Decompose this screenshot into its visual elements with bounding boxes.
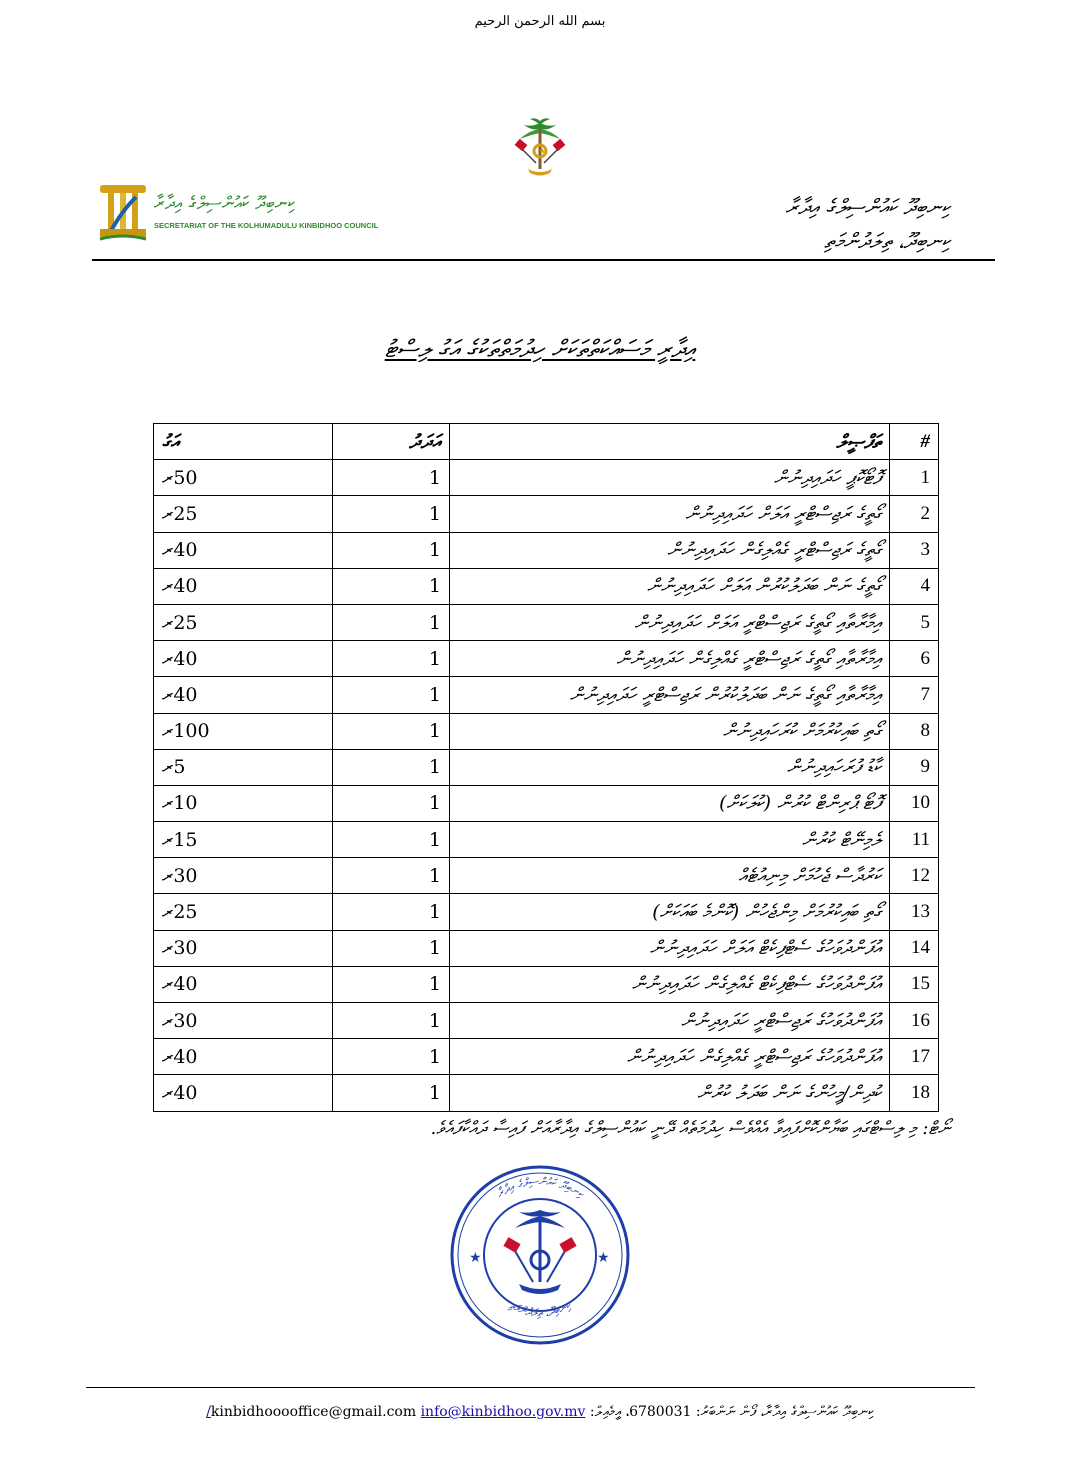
cell-quantity: 1 bbox=[333, 1075, 450, 1111]
cell-quantity: 1 bbox=[333, 496, 450, 532]
cell-price: 100ރ bbox=[154, 713, 333, 749]
header-number: # bbox=[890, 424, 939, 460]
cell-price: 10ރ bbox=[154, 785, 333, 821]
office-name: ކިނބިދޫ ކައުންސިލްގެ އިދާރާ bbox=[785, 195, 950, 219]
council-logo bbox=[96, 183, 396, 243]
table-row bbox=[154, 1003, 939, 1039]
cell-quantity: 1 bbox=[333, 568, 450, 604]
cell-price: 40ރ bbox=[154, 677, 333, 713]
cell-description: ކުދިން/މީހުންގެ ނަން ބަދަލު ކުރުން bbox=[450, 1075, 890, 1111]
cell-description: އުފަންދުވަހުގެ ސެޓްފިކެޓް އަލަށް ހަދައިދިނުން bbox=[450, 930, 890, 966]
cell-quantity: 1 bbox=[333, 930, 450, 966]
table-row bbox=[154, 966, 939, 1002]
cell-quantity: 1 bbox=[333, 677, 450, 713]
cell-number: 3 bbox=[890, 532, 939, 568]
cell-price: 40ރ bbox=[154, 568, 333, 604]
cell-description: ގޯތީގެ ރަޖިސްޓްރީ އަލަށް ހަދައިދިނުން bbox=[450, 496, 890, 532]
stamp-ring-bottom-text: ކިނބިދޫ، ތިލަދުންމަތި bbox=[507, 1299, 573, 1320]
table-row bbox=[154, 713, 939, 749]
document-title bbox=[0, 335, 1080, 363]
cell-number: 6 bbox=[890, 641, 939, 677]
cell-description: އިމާރާތާއި ގޯތީގެ ރަޖިސްޓްރީ އަލަށް ހަދައިދިނުން bbox=[450, 604, 890, 640]
table-row bbox=[154, 1039, 939, 1075]
maldives-emblem-icon bbox=[510, 115, 570, 187]
cell-quantity: 1 bbox=[333, 822, 450, 858]
table-row bbox=[154, 604, 939, 640]
cell-number: 16 bbox=[890, 1003, 939, 1039]
cell-description: ފޮޓޯ ޕްރިންޓް ކުރުން (ކުލަކަށް) bbox=[450, 785, 890, 821]
official-stamp bbox=[445, 1160, 635, 1350]
cell-description: އުފަންދުވަހުގެ ރަޖިސްޓްރީ ހަދައިދިނުން bbox=[450, 1003, 890, 1039]
cell-price: 50ރ bbox=[154, 460, 333, 496]
table-row bbox=[154, 858, 939, 894]
cell-price: 40ރ bbox=[154, 1075, 333, 1111]
svg-text:ކިނބިދޫ، ތިލަދުންމަތި bbox=[506, 1298, 574, 1319]
table-header-row bbox=[154, 424, 939, 460]
cell-number: 1 bbox=[890, 460, 939, 496]
cell-quantity: 1 bbox=[333, 858, 450, 894]
cell-number: 13 bbox=[890, 894, 939, 930]
footer-contact bbox=[0, 1404, 1080, 1420]
cell-description: ފޮޓޯކޮޕީ ހަދައިދިނުން bbox=[450, 460, 890, 496]
header-quantity: އަދަދު bbox=[333, 424, 450, 460]
header-divider bbox=[92, 259, 995, 261]
cell-quantity: 1 bbox=[333, 532, 450, 568]
cell-price: 5ރ bbox=[154, 749, 333, 785]
cell-price: 25ރ bbox=[154, 496, 333, 532]
cell-number: 5 bbox=[890, 604, 939, 640]
cell-price: 30ރ bbox=[154, 1003, 333, 1039]
cell-number: 14 bbox=[890, 930, 939, 966]
pillar-logo-icon bbox=[96, 183, 150, 243]
table-row bbox=[154, 785, 939, 821]
table-row bbox=[154, 677, 939, 713]
cell-price: 25ރ bbox=[154, 604, 333, 640]
council-name-dhivehi: ކިނބިދޫ ކައުންސިލްގެ އިދާރާ bbox=[154, 193, 296, 214]
cell-description: ގޯތީގެ ރަޖިސްޓްރީ ގެއްލިގެން ހަދައިދިނުން bbox=[450, 532, 890, 568]
cell-number: 9 bbox=[890, 749, 939, 785]
cell-number: 12 bbox=[890, 858, 939, 894]
footnote: ނޯޓް: މި ލިސްޓްގައި ބަޔާންކޮށްފައިވާ އެއްވެސް ހިދުމަތެއް ދޭނީ ކައުންސިލްގެ އިދާރާއަށް ފައިސާ ދައްކާފައެވެ. bbox=[430, 1118, 950, 1139]
cell-number: 2 bbox=[890, 496, 939, 532]
cell-price: 40ރ bbox=[154, 1039, 333, 1075]
table-row bbox=[154, 749, 939, 785]
cell-quantity: 1 bbox=[333, 966, 450, 1002]
cell-number: 17 bbox=[890, 1039, 939, 1075]
cell-quantity: 1 bbox=[333, 894, 450, 930]
table-row bbox=[154, 822, 939, 858]
table-row bbox=[154, 641, 939, 677]
table-row bbox=[154, 930, 939, 966]
table-row bbox=[154, 460, 939, 496]
cell-quantity: 1 bbox=[333, 785, 450, 821]
table-row bbox=[154, 894, 939, 930]
cell-description: ގޯތި ބައިކުރުމަށް މިންޖެހުން (ކޮންމެ ބައަކަށް) bbox=[450, 894, 890, 930]
cell-quantity: 1 bbox=[333, 460, 450, 496]
table-row bbox=[154, 496, 939, 532]
table-row bbox=[154, 1075, 939, 1111]
cell-quantity: 1 bbox=[333, 641, 450, 677]
footer-address: ކިނބިދޫ ކައުންސިލްގެ އިދާރާ، ފޯން ނަންބަރު: 6780031، އީމެއިލް: bbox=[585, 1404, 874, 1420]
cell-description: ކާޑު ފުރަހައިދިނުން bbox=[450, 749, 890, 785]
cell-description: ކަރުދާސް ޖެހުމަށް މިނިއުޓެއް bbox=[450, 858, 890, 894]
cell-description: އުފަންދުވަހުގެ ސެޓްފިކެޓް ގެއްލިގެން ހަދައިދިނުން bbox=[450, 966, 890, 1002]
price-table bbox=[153, 423, 939, 1112]
footer-divider bbox=[86, 1387, 975, 1388]
header-description: ތަފްޞީލް bbox=[450, 424, 890, 460]
cell-number: 11 bbox=[890, 822, 939, 858]
cell-description: ގޯތި ބައިކުރުމަށް ކުރަހައިދިނުން bbox=[450, 713, 890, 749]
bismillah-calligraphy: بسم الله الرحمن الرحيم bbox=[474, 14, 606, 29]
cell-description: އުފަންދުވަހުގެ ރަޖިސްޓްރީ ގެއްލިގެން ހަދައިދިނުން bbox=[450, 1039, 890, 1075]
cell-description: އިމާރާތާއި ގޯތީގެ ނަން ބަދަލުކުރުން ރަޖިސްޓްރީ ހަދައިދިނުން bbox=[450, 677, 890, 713]
cell-price: 40ރ bbox=[154, 966, 333, 1002]
cell-price: 25ރ bbox=[154, 894, 333, 930]
footer-email: kinbidhooooffice@gmail.com bbox=[210, 1404, 417, 1420]
cell-number: 18 bbox=[890, 1075, 939, 1111]
cell-number: 10 bbox=[890, 785, 939, 821]
cell-quantity: 1 bbox=[333, 749, 450, 785]
cell-number: 4 bbox=[890, 568, 939, 604]
cell-quantity: 1 bbox=[333, 1039, 450, 1075]
office-location: ކިނބިދޫ، ތިލަދުންމަތި bbox=[824, 229, 950, 253]
cell-description: ލެމިނޭޓް ކުރުން bbox=[450, 822, 890, 858]
footer-website-link[interactable]: info@kinbidhoo.gov.mv/ bbox=[206, 1404, 586, 1420]
cell-quantity: 1 bbox=[333, 1003, 450, 1039]
cell-number: 8 bbox=[890, 713, 939, 749]
cell-price: 30ރ bbox=[154, 858, 333, 894]
cell-quantity: 1 bbox=[333, 604, 450, 640]
council-name-english: SECRETARIAT OF THE KOLHUMADULU KINBIDHOO COUNCIL bbox=[154, 221, 379, 230]
document-title-text: އިދާރީ މަސައްކަތްތަކަށް ހިދުމަތްތަކުގެ އަގު ލިސްޓު bbox=[384, 335, 696, 363]
cell-price: 15ރ bbox=[154, 822, 333, 858]
svg-text:ކިނބިދޫ ކައުންސިލްގެ އިދާރާ bbox=[494, 1175, 587, 1201]
cell-number: 7 bbox=[890, 677, 939, 713]
table-row bbox=[154, 568, 939, 604]
stamp-star-left-icon: ★ bbox=[469, 1250, 482, 1266]
stamp-ring-top-text: ކިނބިދޫ ކައުންސިލްގެ އިދާރާ bbox=[494, 1174, 587, 1201]
cell-description: ގޯތީގެ ނަން ބަދަލުކުރުން އަލަށް ހަދައިދިނުން bbox=[450, 568, 890, 604]
cell-quantity: 1 bbox=[333, 713, 450, 749]
cell-price: 30ރ bbox=[154, 930, 333, 966]
cell-price: 40ރ bbox=[154, 532, 333, 568]
table-row bbox=[154, 532, 939, 568]
cell-number: 15 bbox=[890, 966, 939, 1002]
cell-price: 40ރ bbox=[154, 641, 333, 677]
stamp-star-right-icon: ★ bbox=[597, 1250, 610, 1266]
letterhead-address bbox=[785, 190, 950, 258]
header-price: އަގު bbox=[154, 424, 333, 460]
cell-description: އިމާރާތާއި ގޯތީގެ ރަޖިސްޓްރީ ގެއްލިގެން ހަދައިދިނުން bbox=[450, 641, 890, 677]
